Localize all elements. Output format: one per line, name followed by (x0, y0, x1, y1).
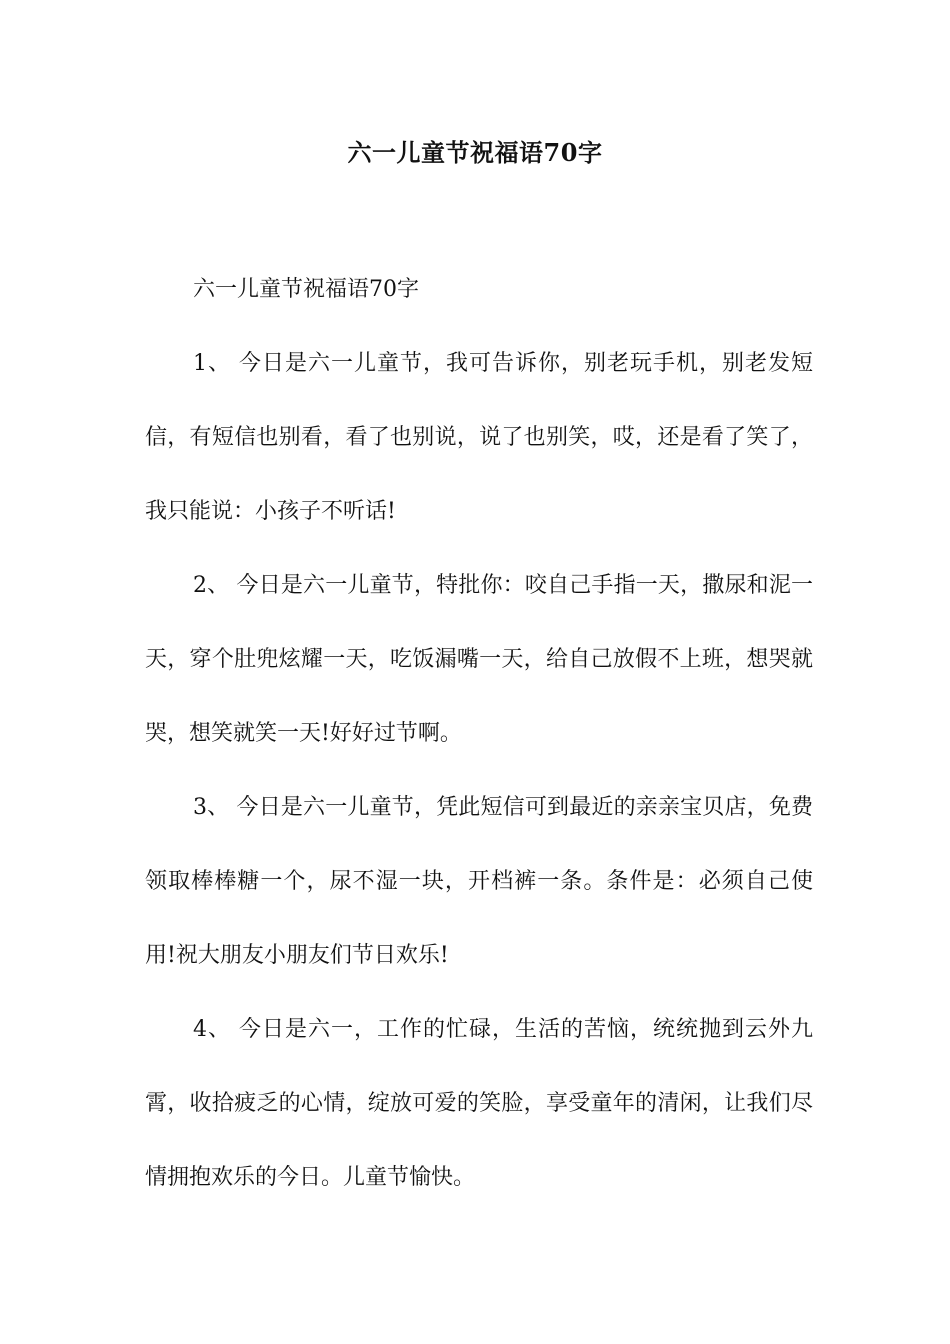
paragraph-4: 4、 今日是六一，工作的忙碌，生活的苦恼，统统抛到云外九霄，收拾疲乏的心情，绽放可爱的笑脸，享受童年的清闲，让我们尽情拥抱欢乐的今日。儿童节愉快。 (145, 1017, 813, 1190)
paragraph-3: 3、 今日是六一儿童节，凭此短信可到最近的亲亲宝贝店，免费领取棒棒糖一个，尿不湿一块，开档裤一条。条件是：必须自己使用!祝大朋友小朋友们节日欢乐! (145, 795, 813, 968)
document-body (145, 253, 813, 1215)
paragraph-1: 1、 今日是六一儿童节，我可告诉你，别老玩手机，别老发短信，有短信也别看，看了也别说，说了也别笑，哎，还是看了笑了，我只能说：小孩子不听话! (145, 351, 813, 524)
paragraph-subtitle: 六一儿童节祝福语70字 (193, 277, 419, 302)
document-title: 六一儿童节祝福语70字 (347, 138, 603, 167)
paragraph-2: 2、 今日是六一儿童节，特批你：咬自己手指一天，撒尿和泥一天，穿个肚兜炫耀一天，吃饭漏嘴一天，给自己放假不上班，想哭就哭，想笑就笑一天!好好过节啊。 (145, 573, 813, 746)
